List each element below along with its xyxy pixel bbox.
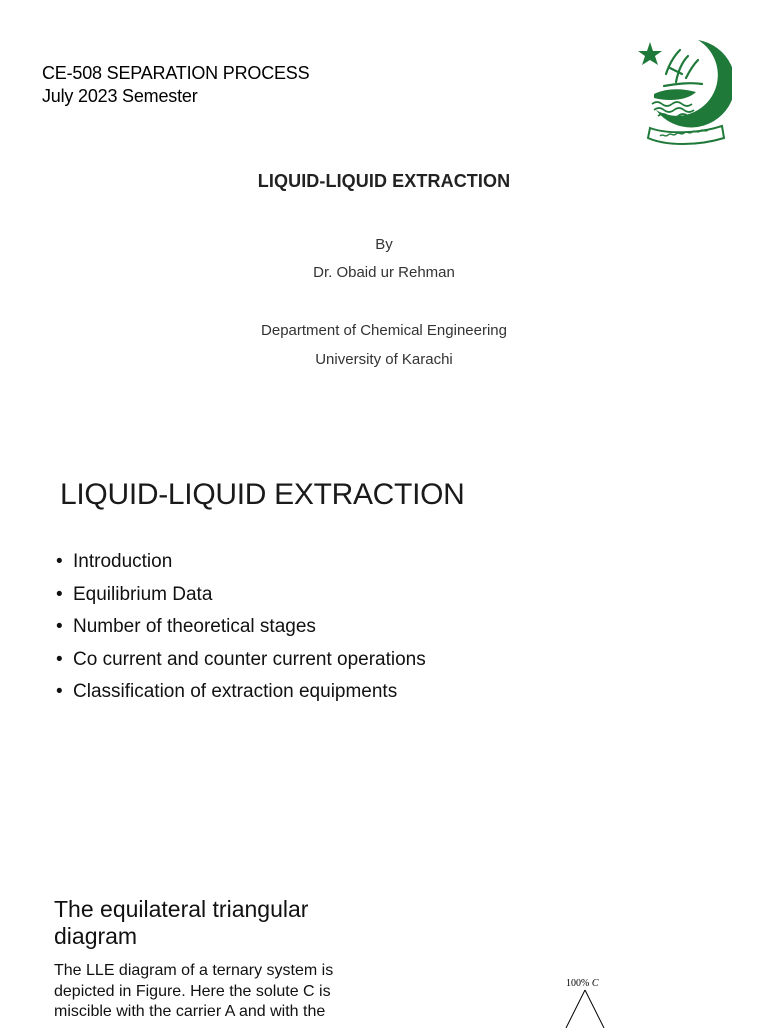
title-slide bbox=[0, 0, 768, 418]
university-name: University of Karachi bbox=[315, 351, 453, 368]
university-crest-logo bbox=[636, 34, 732, 146]
list-item: • Number of theoretical stages bbox=[56, 616, 316, 637]
list-item: • Classification of extraction equipments bbox=[56, 681, 398, 702]
triangular-diagram-slide bbox=[0, 850, 768, 1024]
list-item: • Equilibrium Data bbox=[56, 583, 213, 605]
outline-list bbox=[56, 546, 426, 709]
outline-title: LIQUID-LIQUID EXTRACTION bbox=[60, 478, 465, 511]
outline-slide bbox=[0, 418, 768, 850]
slide-body-text: The LLE diagram of a ternary system is depicted in Figure. Here the solute C is miscible with the carrier A and with the bbox=[54, 962, 334, 1020]
ribbon-icon bbox=[648, 126, 724, 144]
department-name: Department of Chemical Engineering bbox=[261, 322, 507, 339]
list-item: • Introduction bbox=[56, 551, 173, 572]
semester: July 2023 Semester bbox=[42, 86, 198, 106]
list-item: • Co current and counter current operations bbox=[56, 648, 426, 670]
star-icon bbox=[638, 42, 662, 65]
course-code: CE-508 SEPARATION PROCESS bbox=[42, 63, 310, 83]
vertex-label: 100% C bbox=[566, 978, 599, 989]
triangle-diagram-icon bbox=[560, 988, 610, 1028]
lecture-title: LIQUID-LIQUID EXTRACTION bbox=[257, 171, 511, 191]
book-icon bbox=[654, 89, 696, 100]
author-name: Dr. Obaid ur Rehman bbox=[313, 264, 455, 281]
waves-icon bbox=[652, 102, 694, 118]
course-info bbox=[42, 62, 309, 108]
by-label: By bbox=[375, 236, 393, 253]
slide-heading: The equilateral triangular diagram bbox=[54, 896, 309, 949]
calligraphy-icon bbox=[664, 50, 702, 86]
